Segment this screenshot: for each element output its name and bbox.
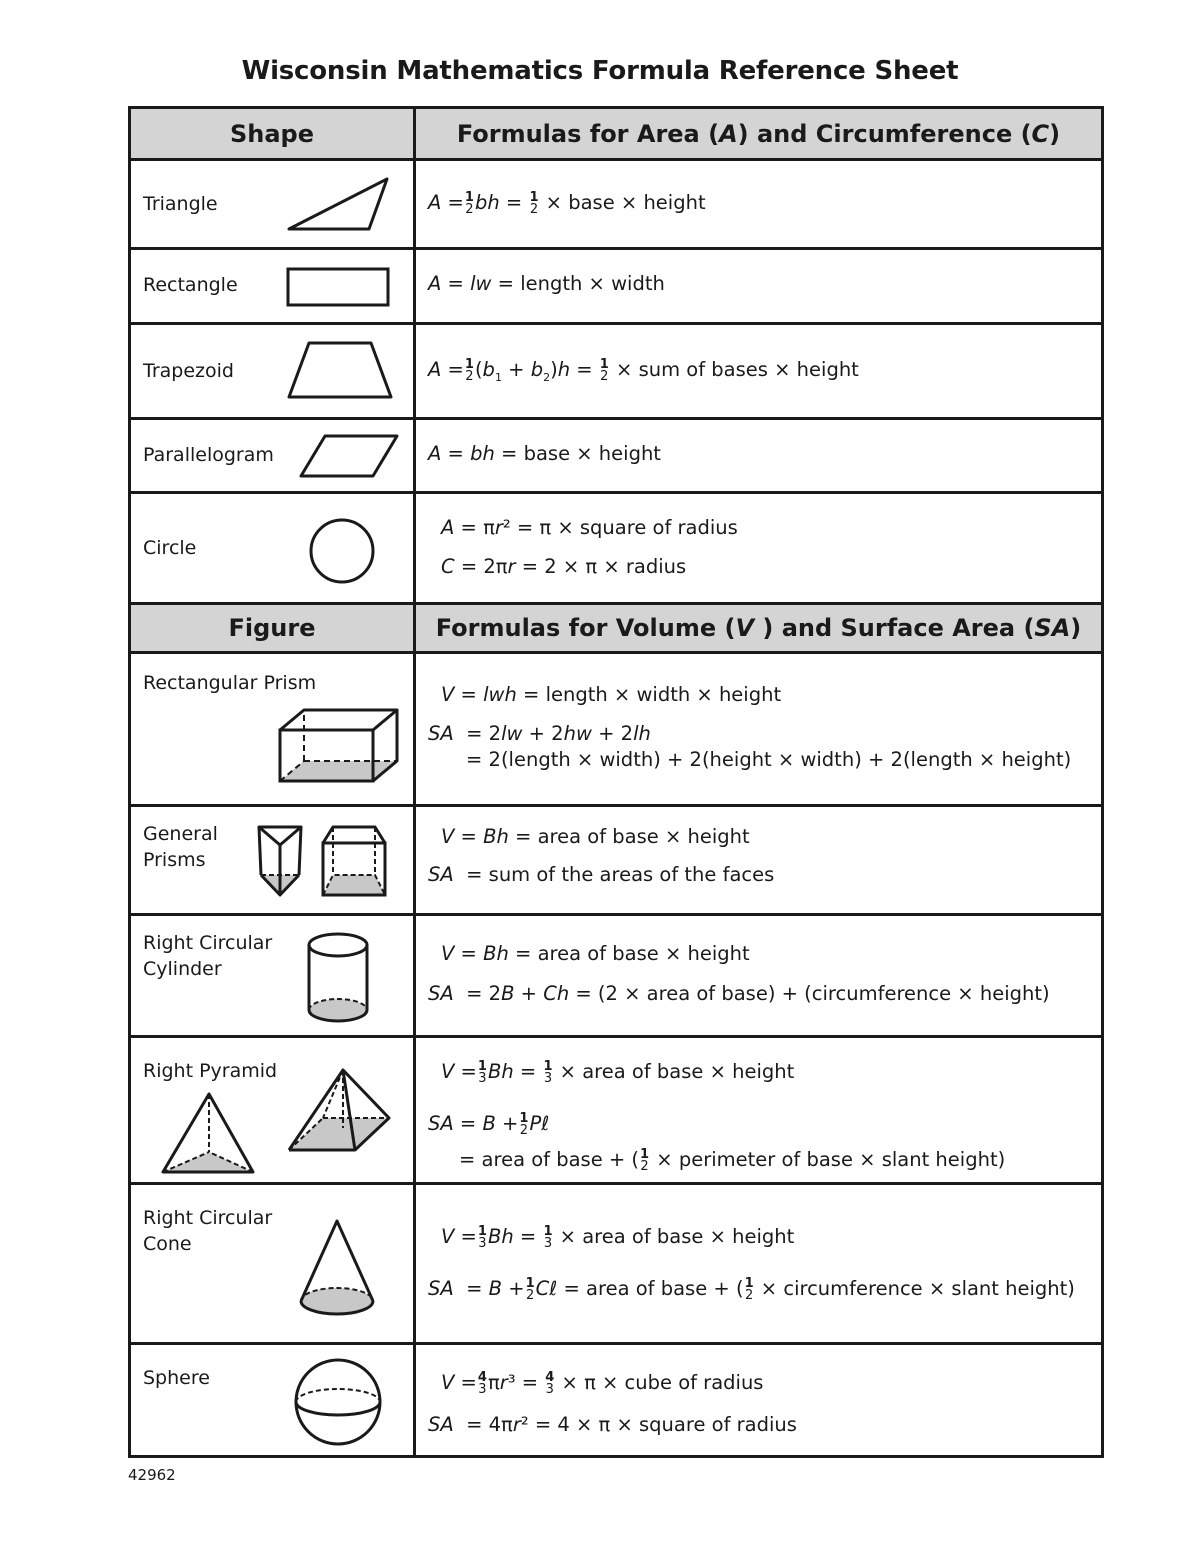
page-title: Wisconsin Mathematics Formula Reference Sheet (241, 56, 959, 86)
figure-header: Figure (228, 614, 316, 642)
surface-area-formula-text: SA = B + 1 2 Cℓ = area of base + ( 1 2 × circumference × slant height) (428, 1275, 1075, 1303)
shape-name: Triangle (143, 193, 218, 215)
formula-text: A = bh = base × height (428, 442, 661, 465)
volume-formula-text: V = 1 3 Bh = 1 3 × area of base × height (441, 1223, 795, 1251)
surface-area-formula-text: SA = 2lw + 2hw + 2lh (428, 722, 651, 745)
volume-formula-text: V = lwh = length × width × height (441, 683, 782, 706)
circle-row (131, 491, 1101, 602)
surface-area-formula-expanded: = area of base + ( 1 2 × perimeter of base × slant height) (459, 1146, 1006, 1174)
volume-formula-text: V = 1 3 Bh = 1 3 × area of base × height (441, 1058, 795, 1086)
parallelogram-icon (297, 432, 401, 482)
shape-name: Parallelogram (143, 444, 274, 466)
rectangle-row (131, 247, 1101, 322)
shape-name: Rectangle (143, 274, 238, 296)
figure-name: General Prisms (143, 823, 218, 871)
surface-area-formula-text: SA = 4πr² = 4 × π × square of radius (428, 1413, 797, 1436)
volume-formulas-header: Formulas for Volume (V ) and Surface Area (SA) (435, 614, 1082, 642)
surface-area-formula-text: SA = 2B + Ch = (2 × area of base) + (circumference × height) (428, 982, 1050, 1005)
square-pyramid-icon (285, 1066, 393, 1156)
rectangular-prism-row (131, 651, 1101, 804)
triangular-prism-icon (255, 823, 305, 901)
area-formulas-header: Formulas for Area (A) and Circumference (C) (456, 119, 1061, 148)
figure-name: Right Circular Cylinder (143, 932, 273, 980)
volume-header-row (131, 602, 1101, 651)
rectangular-prism-icon (275, 706, 403, 788)
area-formula-text: A = πr² = π × square of radius (441, 516, 738, 539)
sphere-row (131, 1342, 1101, 1455)
volume-formula-text: V = 4 3 πr³ = 4 3 × π × cube of radius (441, 1369, 764, 1397)
formula-text: A = lw = length × width (428, 272, 665, 295)
cone-row (131, 1182, 1101, 1342)
circle-icon (307, 516, 377, 586)
circumference-formula-text: C = 2πr = 2 × π × radius (441, 555, 687, 578)
surface-area-formula-expanded: = 2(length × width) + 2(height × width) + 2(length × height) (466, 748, 1072, 771)
rectangle-icon (283, 264, 393, 310)
cylinder-icon (303, 930, 373, 1028)
shape-name: Trapezoid (143, 360, 234, 382)
formula-text: A = 1 2 $(b_1 + b_2)h$ = 1 2 × sum of bases × height (428, 356, 859, 384)
trapezoid-icon (285, 339, 397, 403)
figure-name: Sphere (143, 1367, 210, 1389)
cone-icon (297, 1217, 377, 1319)
sphere-icon (291, 1357, 385, 1447)
surface-area-formula-text: SA = B + 1 2 Pℓ (428, 1110, 550, 1138)
figure-name: Right Pyramid (143, 1060, 278, 1082)
document-code: 42962 (128, 1466, 176, 1484)
formula-table (128, 106, 1104, 1458)
shape-header: Shape (229, 119, 315, 148)
triangle-row (131, 158, 1101, 247)
figure-name: Right Circular Cone (143, 1207, 273, 1255)
triangle-icon (281, 175, 391, 235)
formula-text: A = 1 2 bh = 1 2 × base × height (428, 189, 706, 217)
figure-name: Rectangular Prism (143, 672, 317, 694)
parallelogram-row (131, 417, 1101, 491)
triangular-pyramid-icon (159, 1090, 257, 1176)
volume-formula-text: V = Bh = area of base × height (441, 942, 750, 965)
volume-formula-text: V = Bh = area of base × height (441, 825, 750, 848)
shape-name: Circle (143, 537, 197, 559)
surface-area-formula-text: SA = sum of the areas of the faces (428, 863, 775, 886)
general-prisms-row (131, 804, 1101, 913)
hexagonal-prism-icon (319, 823, 391, 901)
cylinder-row (131, 913, 1101, 1035)
right-pyramid-row (131, 1035, 1101, 1182)
area-header-row (131, 109, 1101, 158)
trapezoid-row (131, 322, 1101, 417)
